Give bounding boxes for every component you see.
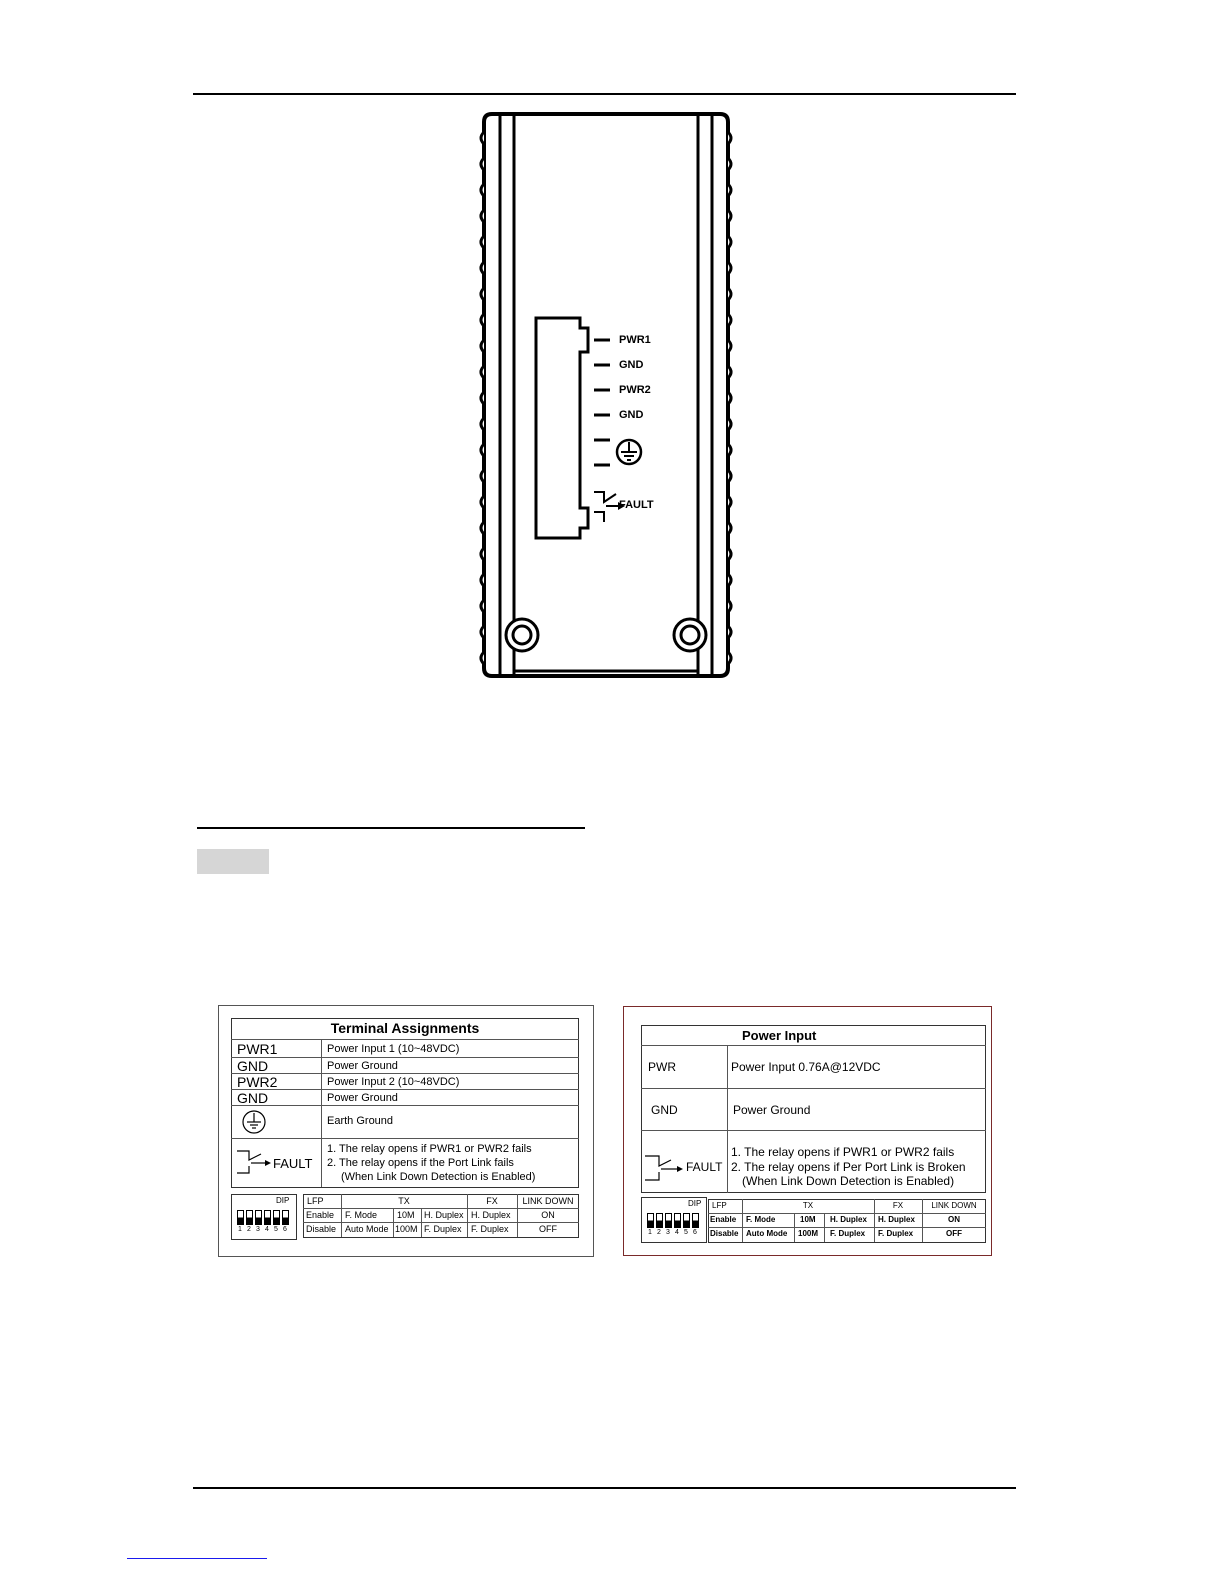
divider [231, 1138, 579, 1139]
dip-switch [255, 1210, 262, 1225]
dip-header: LFP [712, 1201, 727, 1210]
ridge [481, 496, 484, 508]
ridge [728, 574, 731, 586]
dip-header: LINK DOWN [931, 1201, 977, 1210]
ridge [728, 548, 731, 560]
ridge [481, 184, 484, 196]
dip-switch-box [231, 1194, 297, 1240]
ridge [481, 340, 484, 352]
dip-cell: 10M [397, 1210, 415, 1220]
dip-switch [264, 1210, 271, 1225]
divider [641, 1088, 986, 1089]
fault-line-1: 1. The relay opens if PWR1 or PWR2 fails [327, 1143, 532, 1155]
fault-label: FAULT [273, 1156, 313, 1171]
screw-right [674, 619, 706, 651]
dip-cell: 100M [798, 1229, 819, 1238]
ridge [728, 600, 731, 612]
dip-number: 3 [256, 1226, 260, 1233]
terminal-label-gnd2: GND [619, 409, 644, 421]
dip-header: FX [486, 1196, 498, 1206]
divider [641, 1130, 986, 1131]
dip-cell: 10M [800, 1215, 816, 1224]
divider [727, 1045, 728, 1193]
ridge [728, 158, 731, 170]
ridge [481, 262, 484, 274]
ridge [481, 392, 484, 404]
row-name: GND [651, 1103, 678, 1117]
ridge [728, 652, 731, 664]
dip-number: 1 [648, 1229, 652, 1236]
dip-cell: F. Duplex [471, 1224, 509, 1234]
dip-cell: 100M [395, 1224, 418, 1234]
dip-header: FX [892, 1201, 904, 1210]
dip-header: TX [802, 1201, 814, 1210]
dip-number: 5 [274, 1226, 278, 1233]
ridge [728, 392, 731, 404]
row-desc: Earth Ground [327, 1115, 394, 1127]
ridge [728, 236, 731, 248]
dip-cell: H. Duplex [471, 1210, 511, 1220]
ridge [728, 184, 731, 196]
ridge [728, 288, 731, 300]
ridge [481, 652, 484, 664]
card1-title: Terminal Assignments [330, 1020, 480, 1036]
divider [708, 1213, 986, 1214]
dip-label: DIP [688, 1199, 702, 1208]
dip-cell: ON [948, 1215, 960, 1224]
row-desc: Power Input 0.76A@12VDC [731, 1060, 881, 1074]
dip-cell: Enable [710, 1215, 737, 1224]
dip-cell: F. Duplex [830, 1229, 866, 1238]
dip-header: LFP [307, 1196, 324, 1206]
dip-label: DIP [276, 1196, 290, 1205]
divider [231, 1057, 579, 1058]
ridge [481, 574, 484, 586]
ridge [728, 314, 731, 326]
row-desc: Power Input 2 (10~48VDC) [327, 1076, 460, 1088]
ridge [481, 470, 484, 482]
ridge [481, 288, 484, 300]
dip-cell: Auto Mode [746, 1229, 788, 1238]
dip-cell: H. Duplex [878, 1215, 915, 1224]
terminal-label-gnd1: GND [619, 359, 644, 371]
dip-header: LINK DOWN [522, 1196, 574, 1206]
ridge [481, 522, 484, 534]
power-input-card [623, 1006, 992, 1256]
ridge [481, 626, 484, 638]
ridge [728, 496, 731, 508]
dip-cell: H. Duplex [424, 1210, 464, 1220]
divider [321, 1039, 322, 1187]
ridge [728, 470, 731, 482]
dip-cell: ON [541, 1210, 555, 1220]
dip-cell: F. Mode [345, 1210, 378, 1220]
dip-switch [674, 1213, 681, 1228]
divider [303, 1222, 579, 1223]
dip-switch [683, 1213, 690, 1228]
dip-cell: OFF [539, 1224, 557, 1234]
ridge [728, 522, 731, 534]
fault-line-1: 1. The relay opens if PWR1 or PWR2 fails [731, 1145, 955, 1159]
ridge [481, 210, 484, 222]
terminal-label-pwr2: PWR2 [619, 384, 651, 396]
dip-number: 5 [684, 1229, 688, 1236]
terminal-label-pwr1: PWR1 [619, 334, 651, 346]
ridge [728, 340, 731, 352]
relay-icon [237, 1146, 271, 1178]
card2-title: Power Input [742, 1028, 817, 1043]
row-desc: Power Ground [733, 1103, 811, 1117]
ridge [728, 210, 731, 222]
footer-rule [193, 1487, 1016, 1489]
dip-number: 1 [238, 1226, 242, 1233]
footer-link-underline[interactable] [127, 1558, 267, 1559]
earth-ground-icon [241, 1108, 267, 1136]
screw-left [506, 619, 538, 651]
dip-number: 4 [265, 1226, 269, 1233]
dip-number: 3 [666, 1229, 670, 1236]
ridge [728, 444, 731, 456]
divider [231, 1089, 579, 1090]
divider [421, 1208, 422, 1237]
ridge [481, 236, 484, 248]
terminal-label-fault: FAULT [619, 499, 654, 511]
ridge [481, 418, 484, 430]
divider [231, 1105, 579, 1106]
dip-switch-box [641, 1197, 707, 1243]
row-name: GND [237, 1058, 269, 1074]
dip-switch [656, 1213, 663, 1228]
section-rule [197, 827, 585, 829]
dip-cell: H. Duplex [830, 1215, 867, 1224]
divider [641, 1045, 986, 1046]
ridge [728, 262, 731, 274]
dip-cell: Disable [710, 1229, 739, 1238]
divider [303, 1208, 579, 1209]
dip-number: 2 [247, 1226, 251, 1233]
ridge [481, 366, 484, 378]
dip-switch [665, 1213, 672, 1228]
ridge [481, 314, 484, 326]
fault-line-2: 2. The relay opens if the Port Link fails [327, 1157, 514, 1169]
dip-switch [692, 1213, 699, 1228]
ridge [481, 444, 484, 456]
divider [231, 1039, 579, 1040]
fault-line-3: (When Link Down Detection is Enabled) [341, 1171, 536, 1183]
ridge [481, 600, 484, 612]
row-desc: Power Ground [327, 1092, 398, 1104]
relay-icon [645, 1151, 685, 1185]
highlight-box [197, 849, 269, 874]
divider [393, 1208, 394, 1237]
device-top-view [470, 108, 745, 683]
ridge [728, 626, 731, 638]
ridge [481, 132, 484, 144]
dip-switch [273, 1210, 280, 1225]
fault-line-3: (When Link Down Detection is Enabled) [742, 1174, 955, 1188]
dip-cell: OFF [946, 1229, 962, 1238]
divider [794, 1213, 795, 1242]
row-name: PWR1 [237, 1041, 278, 1057]
fault-label: FAULT [686, 1160, 723, 1174]
row-name: PWR2 [237, 1074, 278, 1090]
terminal-assignments-card [218, 1005, 594, 1257]
header-rule [193, 93, 1016, 95]
dip-switch [647, 1213, 654, 1228]
divider [708, 1227, 986, 1228]
ridge [728, 366, 731, 378]
dip-cell: F. Mode [746, 1215, 776, 1224]
ridge [481, 548, 484, 560]
row-name: GND [237, 1090, 269, 1106]
dip-cell: Auto Mode [345, 1224, 389, 1234]
dip-number: 6 [693, 1229, 697, 1236]
dip-cell: Enable [306, 1210, 335, 1220]
dip-cell: Disable [306, 1224, 337, 1234]
ridge [728, 418, 731, 430]
dip-switch [237, 1210, 244, 1225]
dip-number: 4 [675, 1229, 679, 1236]
fault-line-2: 2. The relay opens if Per Port Link is Broken [731, 1160, 966, 1174]
dip-cell: F. Duplex [424, 1224, 462, 1234]
row-desc: Power Ground [327, 1060, 398, 1072]
row-name: PWR [648, 1060, 676, 1074]
divider [231, 1073, 579, 1074]
dip-number: 2 [657, 1229, 661, 1236]
divider [824, 1213, 825, 1242]
dip-number: 6 [283, 1226, 287, 1233]
ridge [481, 158, 484, 170]
earth-ground-icon [617, 440, 641, 464]
row-desc: Power Input 1 (10~48VDC) [327, 1043, 460, 1055]
dip-switch [282, 1210, 289, 1225]
dip-header: TX [398, 1196, 410, 1206]
dip-switch [246, 1210, 253, 1225]
ridge [728, 132, 731, 144]
dip-cell: F. Duplex [878, 1229, 914, 1238]
